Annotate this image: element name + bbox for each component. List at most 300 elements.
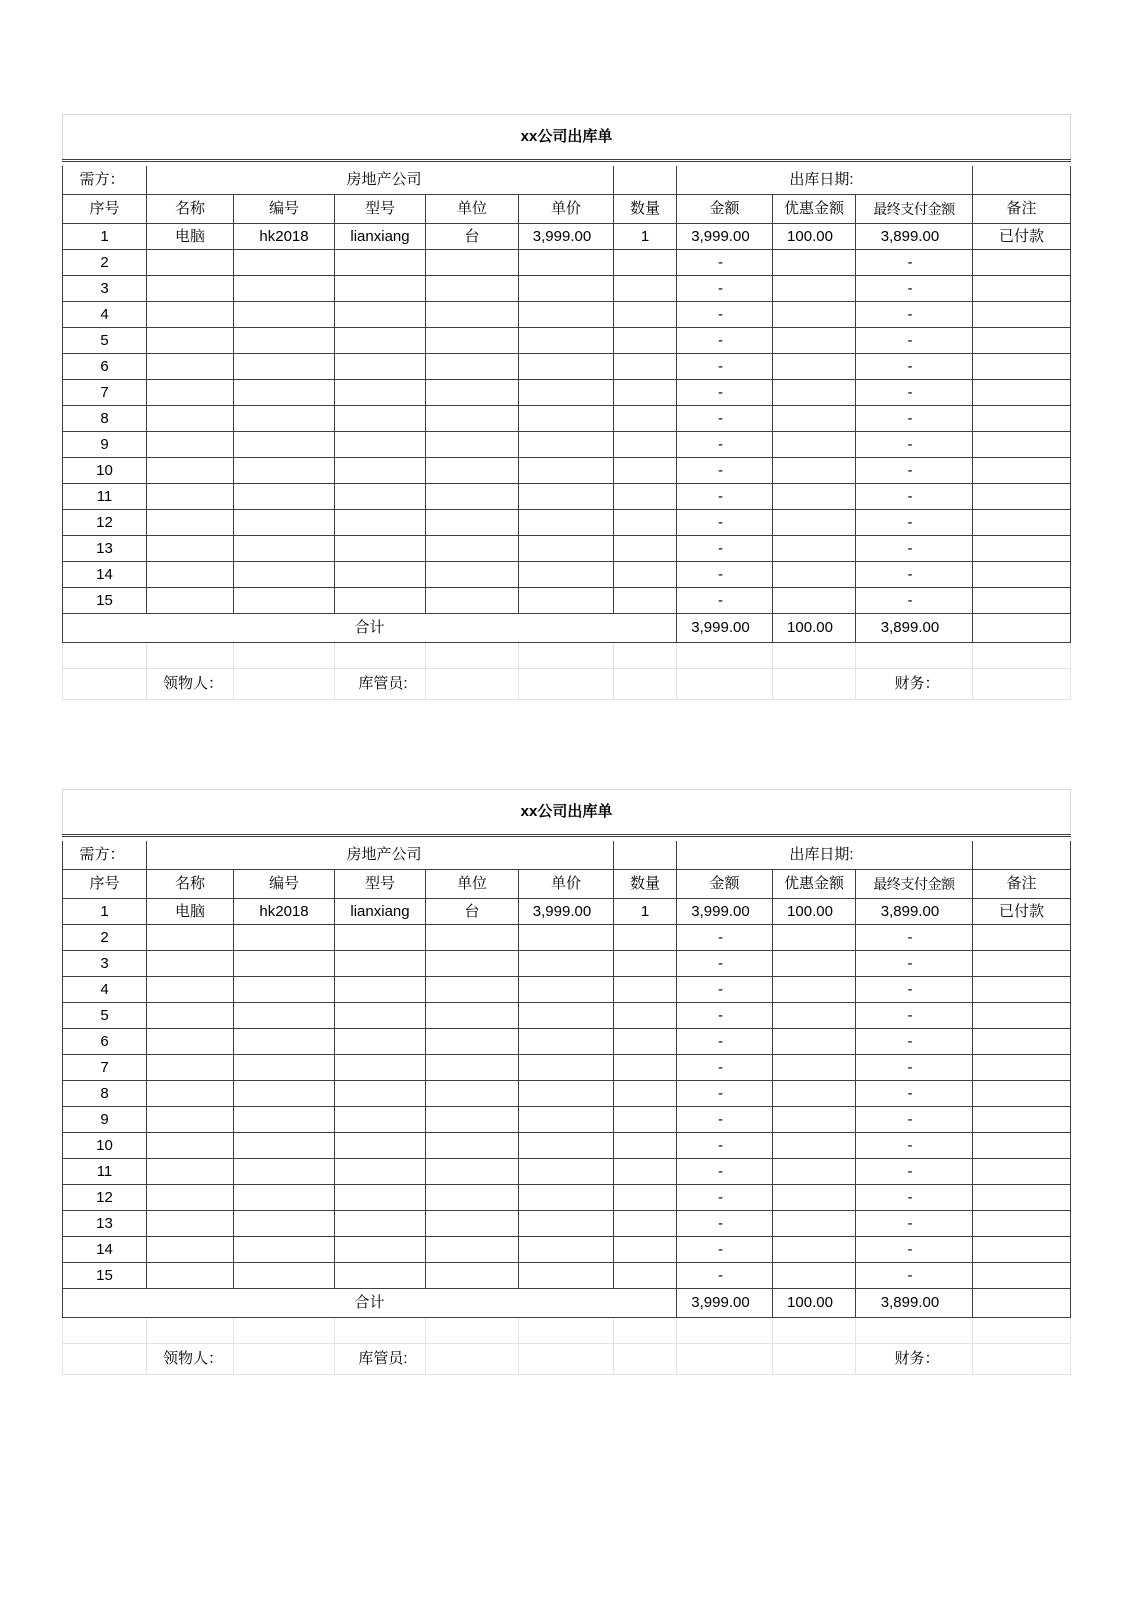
cell-unit[interactable] <box>426 561 519 587</box>
cell-name[interactable]: 电脑 <box>147 898 234 924</box>
cell-code[interactable] <box>234 924 335 950</box>
cell-unit[interactable] <box>426 275 519 301</box>
cell-model[interactable] <box>335 1132 426 1158</box>
cell-qty[interactable] <box>614 1132 677 1158</box>
table-row[interactable] <box>63 1262 1071 1288</box>
cell-name[interactable] <box>147 301 234 327</box>
cell-price[interactable] <box>519 924 614 950</box>
cell-discount[interactable] <box>773 1158 856 1184</box>
cell-price[interactable] <box>519 1184 614 1210</box>
cell-code[interactable] <box>234 535 335 561</box>
table-row[interactable] <box>63 587 1071 613</box>
cell-model[interactable] <box>335 327 426 353</box>
cell-code[interactable] <box>234 1106 335 1132</box>
cell-code[interactable] <box>234 1002 335 1028</box>
cell-price[interactable] <box>519 976 614 1002</box>
cell-price[interactable] <box>519 950 614 976</box>
cell-unit[interactable] <box>426 1106 519 1132</box>
cell-model[interactable] <box>335 561 426 587</box>
cell-name[interactable] <box>147 379 234 405</box>
cell-name[interactable] <box>147 1158 234 1184</box>
cell-price[interactable] <box>519 1210 614 1236</box>
cell-price[interactable] <box>519 1054 614 1080</box>
cell-model[interactable] <box>335 405 426 431</box>
table-row[interactable] <box>63 1028 1071 1054</box>
cell-code[interactable] <box>234 353 335 379</box>
cell-code[interactable] <box>234 1236 335 1262</box>
cell-seq: 2 <box>63 924 147 950</box>
cell-unit[interactable] <box>426 976 519 1002</box>
col-header-name: 名称 <box>147 869 234 898</box>
cell-name[interactable] <box>147 1054 234 1080</box>
cell-remark[interactable] <box>973 1236 1071 1262</box>
table-row[interactable] <box>63 924 1071 950</box>
cell-model[interactable] <box>335 301 426 327</box>
keeper-field[interactable] <box>426 668 519 699</box>
table-row[interactable] <box>63 353 1071 379</box>
cell-unit[interactable] <box>426 457 519 483</box>
table-row[interactable] <box>63 457 1071 483</box>
cell-unit[interactable] <box>426 1184 519 1210</box>
cell-code[interactable] <box>234 1028 335 1054</box>
cell-qty[interactable] <box>614 249 677 275</box>
buyer-value[interactable]: 房地产公司 <box>147 841 614 870</box>
cell-price[interactable] <box>519 1262 614 1288</box>
cell-remark[interactable] <box>973 1210 1071 1236</box>
receiver-field[interactable] <box>234 1343 335 1374</box>
cell-qty[interactable] <box>614 1028 677 1054</box>
cell-name[interactable] <box>147 950 234 976</box>
buyer-value[interactable]: 房地产公司 <box>147 166 614 195</box>
table-row[interactable] <box>63 327 1071 353</box>
table-row[interactable] <box>63 249 1071 275</box>
cell-qty[interactable] <box>614 924 677 950</box>
cell-code[interactable] <box>234 249 335 275</box>
cell-price[interactable] <box>519 405 614 431</box>
cell-final: - <box>856 587 973 613</box>
cell-unit[interactable] <box>426 1002 519 1028</box>
table-row[interactable] <box>63 1184 1071 1210</box>
table-row[interactable] <box>63 1080 1071 1106</box>
cell-qty[interactable] <box>614 405 677 431</box>
cell-model[interactable] <box>335 379 426 405</box>
cell-qty[interactable] <box>614 457 677 483</box>
cell-seq: 10 <box>63 457 147 483</box>
cell-code[interactable] <box>234 1054 335 1080</box>
col-header-unit: 单位 <box>426 869 519 898</box>
cell-unit[interactable] <box>426 431 519 457</box>
cell-price[interactable] <box>519 301 614 327</box>
table-row[interactable] <box>63 950 1071 976</box>
table-row[interactable] <box>63 405 1071 431</box>
cell-model[interactable] <box>335 1158 426 1184</box>
cell-discount[interactable] <box>773 301 856 327</box>
cell-model[interactable] <box>335 1210 426 1236</box>
cell-discount[interactable] <box>773 1132 856 1158</box>
cell-discount[interactable] <box>773 1080 856 1106</box>
table-row[interactable] <box>63 1132 1071 1158</box>
cell-name[interactable] <box>147 1080 234 1106</box>
cell-remark[interactable] <box>973 509 1071 535</box>
cell-qty[interactable] <box>614 1002 677 1028</box>
cell-unit[interactable] <box>426 483 519 509</box>
spacer-cell <box>234 642 335 668</box>
cell-name[interactable] <box>147 535 234 561</box>
cell-model[interactable] <box>335 1262 426 1288</box>
cell-qty[interactable] <box>614 353 677 379</box>
cell-model[interactable] <box>335 431 426 457</box>
cell-name[interactable] <box>147 509 234 535</box>
cell-discount[interactable] <box>773 509 856 535</box>
cell-name[interactable] <box>147 1002 234 1028</box>
cell-price[interactable] <box>519 327 614 353</box>
cell-name[interactable] <box>147 405 234 431</box>
cell-name[interactable] <box>147 561 234 587</box>
cell-qty[interactable] <box>614 379 677 405</box>
cell-discount[interactable] <box>773 561 856 587</box>
cell-remark[interactable] <box>973 431 1071 457</box>
cell-unit[interactable] <box>426 379 519 405</box>
cell-qty[interactable] <box>614 301 677 327</box>
cell-model[interactable] <box>335 1028 426 1054</box>
table-row[interactable] <box>63 535 1071 561</box>
col-header-seq: 序号 <box>63 869 147 898</box>
cell-price[interactable] <box>519 431 614 457</box>
cell-amount: - <box>677 379 773 405</box>
cell-code[interactable] <box>234 561 335 587</box>
table-row[interactable] <box>63 509 1071 535</box>
cell-model[interactable] <box>335 1106 426 1132</box>
cell-code[interactable] <box>234 457 335 483</box>
cell-discount[interactable] <box>773 1210 856 1236</box>
cell-qty[interactable] <box>614 561 677 587</box>
cell-unit[interactable] <box>426 1158 519 1184</box>
cell-remark[interactable] <box>973 1262 1071 1288</box>
cell-qty[interactable] <box>614 535 677 561</box>
cell-unit[interactable] <box>426 924 519 950</box>
cell-discount[interactable]: 100.00 <box>773 223 856 249</box>
cell-model[interactable] <box>335 483 426 509</box>
cell-unit[interactable] <box>426 1028 519 1054</box>
cell-unit[interactable] <box>426 353 519 379</box>
cell-code[interactable] <box>234 1210 335 1236</box>
cell-remark[interactable] <box>973 1080 1071 1106</box>
cell-code[interactable]: hk2018 <box>234 223 335 249</box>
cell-remark[interactable] <box>973 1106 1071 1132</box>
cell-price[interactable] <box>519 483 614 509</box>
table-row[interactable] <box>63 483 1071 509</box>
cell-unit[interactable] <box>426 327 519 353</box>
cell-price[interactable] <box>519 509 614 535</box>
cell-remark[interactable] <box>973 353 1071 379</box>
cell-remark[interactable] <box>973 924 1071 950</box>
table-row[interactable] <box>63 561 1071 587</box>
cell-qty[interactable] <box>614 1236 677 1262</box>
cell-model[interactable] <box>335 457 426 483</box>
table-row[interactable] <box>63 1002 1071 1028</box>
cell-code[interactable] <box>234 509 335 535</box>
cell-unit[interactable] <box>426 1054 519 1080</box>
cell-name[interactable] <box>147 431 234 457</box>
cell-code[interactable] <box>234 275 335 301</box>
cell-price[interactable]: 3,999.00 <box>519 898 614 924</box>
signature-blank-cell <box>773 668 856 699</box>
cell-remark[interactable] <box>973 1028 1071 1054</box>
cell-discount[interactable] <box>773 924 856 950</box>
cell-qty[interactable] <box>614 431 677 457</box>
cell-code[interactable] <box>234 1158 335 1184</box>
table-row[interactable] <box>63 301 1071 327</box>
cell-price[interactable] <box>519 249 614 275</box>
cell-discount[interactable] <box>773 249 856 275</box>
cell-price[interactable] <box>519 1080 614 1106</box>
cell-price[interactable] <box>519 1028 614 1054</box>
cell-qty[interactable] <box>614 1262 677 1288</box>
cell-qty[interactable] <box>614 1158 677 1184</box>
finance-field[interactable] <box>973 1343 1071 1374</box>
col-header-final: 最终支付金额 <box>856 869 973 898</box>
finance-field[interactable] <box>973 668 1071 699</box>
table-row[interactable] <box>63 1236 1071 1262</box>
cell-price[interactable]: 3,999.00 <box>519 223 614 249</box>
cell-price[interactable] <box>519 1132 614 1158</box>
cell-qty[interactable] <box>614 483 677 509</box>
cell-code[interactable] <box>234 1184 335 1210</box>
cell-discount[interactable] <box>773 1028 856 1054</box>
delivery-note-table <box>62 114 1071 700</box>
cell-remark[interactable] <box>973 1054 1071 1080</box>
cell-qty[interactable] <box>614 1080 677 1106</box>
cell-discount[interactable] <box>773 483 856 509</box>
cell-name[interactable] <box>147 1236 234 1262</box>
table-row[interactable] <box>63 976 1071 1002</box>
cell-code[interactable] <box>234 976 335 1002</box>
cell-remark[interactable] <box>973 483 1071 509</box>
cell-seq: 9 <box>63 431 147 457</box>
cell-remark[interactable] <box>973 1002 1071 1028</box>
cell-qty[interactable] <box>614 1210 677 1236</box>
cell-unit[interactable] <box>426 301 519 327</box>
cell-unit[interactable] <box>426 950 519 976</box>
cell-unit[interactable] <box>426 1236 519 1262</box>
cell-qty[interactable] <box>614 275 677 301</box>
cell-code[interactable] <box>234 327 335 353</box>
cell-discount[interactable] <box>773 353 856 379</box>
cell-price[interactable] <box>519 561 614 587</box>
cell-discount[interactable] <box>773 327 856 353</box>
cell-seq: 13 <box>63 1210 147 1236</box>
cell-discount[interactable] <box>773 405 856 431</box>
cell-price[interactable] <box>519 1002 614 1028</box>
cell-discount[interactable] <box>773 535 856 561</box>
cell-remark[interactable]: 已付款 <box>973 898 1071 924</box>
cell-name[interactable] <box>147 249 234 275</box>
cell-unit[interactable]: 台 <box>426 223 519 249</box>
table-row[interactable] <box>63 1210 1071 1236</box>
cell-discount[interactable] <box>773 1002 856 1028</box>
cell-name[interactable] <box>147 1184 234 1210</box>
cell-qty[interactable] <box>614 1184 677 1210</box>
cell-unit[interactable] <box>426 1080 519 1106</box>
cell-model[interactable] <box>335 249 426 275</box>
cell-code[interactable] <box>234 301 335 327</box>
cell-qty[interactable] <box>614 1106 677 1132</box>
cell-discount[interactable] <box>773 1054 856 1080</box>
cell-unit[interactable] <box>426 509 519 535</box>
table-row[interactable] <box>63 898 1071 924</box>
cell-unit[interactable] <box>426 587 519 613</box>
cell-discount[interactable] <box>773 976 856 1002</box>
cell-name[interactable] <box>147 457 234 483</box>
signature-row <box>63 1343 1071 1374</box>
cell-name[interactable] <box>147 1262 234 1288</box>
cell-discount[interactable] <box>773 379 856 405</box>
cell-qty[interactable] <box>614 950 677 976</box>
cell-code[interactable] <box>234 1132 335 1158</box>
cell-unit[interactable]: 台 <box>426 898 519 924</box>
spacer-cell <box>519 642 614 668</box>
cell-name[interactable] <box>147 1132 234 1158</box>
cell-model[interactable] <box>335 976 426 1002</box>
cell-discount[interactable]: 100.00 <box>773 898 856 924</box>
cell-remark[interactable] <box>973 587 1071 613</box>
cell-name[interactable] <box>147 1106 234 1132</box>
cell-name[interactable] <box>147 275 234 301</box>
cell-remark[interactable] <box>973 1132 1071 1158</box>
cell-code[interactable] <box>234 1080 335 1106</box>
cell-qty[interactable] <box>614 587 677 613</box>
cell-name[interactable] <box>147 327 234 353</box>
cell-code[interactable] <box>234 379 335 405</box>
cell-remark[interactable] <box>973 1184 1071 1210</box>
cell-model[interactable]: lianxiang <box>335 898 426 924</box>
table-row[interactable] <box>63 1158 1071 1184</box>
cell-model[interactable]: lianxiang <box>335 223 426 249</box>
cell-price[interactable] <box>519 457 614 483</box>
cell-qty[interactable]: 1 <box>614 223 677 249</box>
cell-final: - <box>856 379 973 405</box>
cell-model[interactable] <box>335 924 426 950</box>
cell-model[interactable] <box>335 1054 426 1080</box>
cell-code[interactable] <box>234 431 335 457</box>
cell-remark[interactable]: 已付款 <box>973 223 1071 249</box>
cell-discount[interactable] <box>773 457 856 483</box>
cell-remark[interactable] <box>973 301 1071 327</box>
cell-price[interactable] <box>519 535 614 561</box>
issue-date-value[interactable] <box>973 841 1071 870</box>
keeper-field[interactable] <box>426 1343 519 1374</box>
cell-model[interactable] <box>335 1002 426 1028</box>
cell-remark[interactable] <box>973 379 1071 405</box>
cell-remark[interactable] <box>973 561 1071 587</box>
issue-date-value[interactable] <box>973 166 1071 195</box>
cell-price[interactable] <box>519 1158 614 1184</box>
cell-price[interactable] <box>519 353 614 379</box>
cell-remark[interactable] <box>973 1158 1071 1184</box>
cell-code[interactable] <box>234 405 335 431</box>
cell-remark[interactable] <box>973 976 1071 1002</box>
cell-name[interactable] <box>147 1210 234 1236</box>
table-row[interactable] <box>63 431 1071 457</box>
cell-code[interactable] <box>234 587 335 613</box>
cell-discount[interactable] <box>773 1262 856 1288</box>
cell-unit[interactable] <box>426 1210 519 1236</box>
cell-model[interactable] <box>335 353 426 379</box>
cell-discount[interactable] <box>773 431 856 457</box>
cell-remark[interactable] <box>973 535 1071 561</box>
cell-model[interactable] <box>335 275 426 301</box>
receiver-field[interactable] <box>234 668 335 699</box>
cell-model[interactable] <box>335 535 426 561</box>
cell-name[interactable] <box>147 924 234 950</box>
cell-code[interactable] <box>234 950 335 976</box>
cell-amount: - <box>677 1210 773 1236</box>
cell-model[interactable] <box>335 950 426 976</box>
cell-model[interactable] <box>335 509 426 535</box>
cell-code[interactable] <box>234 1262 335 1288</box>
table-row[interactable] <box>63 1054 1071 1080</box>
cell-model[interactable] <box>335 1236 426 1262</box>
cell-model[interactable] <box>335 1184 426 1210</box>
cell-price[interactable] <box>519 1236 614 1262</box>
cell-discount[interactable] <box>773 950 856 976</box>
cell-code[interactable] <box>234 483 335 509</box>
cell-discount[interactable] <box>773 1184 856 1210</box>
cell-name[interactable] <box>147 483 234 509</box>
cell-code[interactable]: hk2018 <box>234 898 335 924</box>
cell-remark[interactable] <box>973 950 1071 976</box>
cell-amount: - <box>677 457 773 483</box>
cell-price[interactable] <box>519 379 614 405</box>
cell-discount[interactable] <box>773 1106 856 1132</box>
cell-remark[interactable] <box>973 275 1071 301</box>
cell-name[interactable] <box>147 587 234 613</box>
cell-discount[interactable] <box>773 587 856 613</box>
table-row[interactable] <box>63 275 1071 301</box>
cell-name[interactable] <box>147 976 234 1002</box>
cell-unit[interactable] <box>426 1132 519 1158</box>
table-row[interactable] <box>63 1106 1071 1132</box>
cell-name[interactable] <box>147 353 234 379</box>
cell-unit[interactable] <box>426 249 519 275</box>
cell-qty[interactable] <box>614 1054 677 1080</box>
cell-discount[interactable] <box>773 1236 856 1262</box>
cell-qty[interactable] <box>614 976 677 1002</box>
cell-model[interactable] <box>335 1080 426 1106</box>
cell-unit[interactable] <box>426 405 519 431</box>
cell-seq: 8 <box>63 405 147 431</box>
cell-price[interactable] <box>519 1106 614 1132</box>
cell-final: - <box>856 431 973 457</box>
cell-qty[interactable]: 1 <box>614 898 677 924</box>
cell-unit[interactable] <box>426 1262 519 1288</box>
cell-remark[interactable] <box>973 327 1071 353</box>
cell-qty[interactable] <box>614 327 677 353</box>
cell-discount[interactable] <box>773 275 856 301</box>
cell-price[interactable] <box>519 587 614 613</box>
table-row[interactable] <box>63 379 1071 405</box>
cell-model[interactable] <box>335 587 426 613</box>
cell-name[interactable]: 电脑 <box>147 223 234 249</box>
cell-remark[interactable] <box>973 249 1071 275</box>
cell-remark[interactable] <box>973 457 1071 483</box>
cell-name[interactable] <box>147 1028 234 1054</box>
cell-qty[interactable] <box>614 509 677 535</box>
cell-unit[interactable] <box>426 535 519 561</box>
cell-remark[interactable] <box>973 405 1071 431</box>
table-row[interactable] <box>63 223 1071 249</box>
cell-price[interactable] <box>519 275 614 301</box>
